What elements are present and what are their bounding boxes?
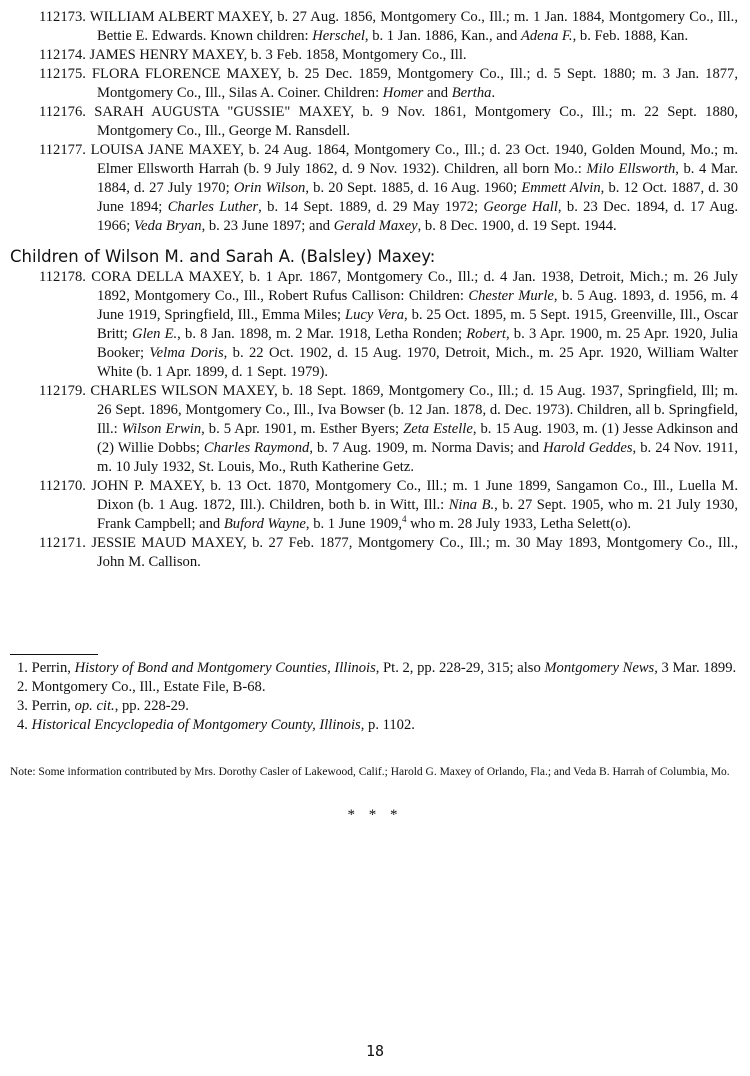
italic-name: Velma Doris [149,345,224,361]
text-run: , b. 5 Apr. 1901, m. Esther Byers; [201,421,404,437]
italic-name: Veda Bryan [133,218,202,234]
footnote-reference: 4 [401,514,407,525]
italic-name: Zeta Estelle [403,421,473,437]
genealogy-entry [0,268,750,382]
italic-name: Glen E. [132,326,178,342]
section-end-stars: * * * [347,807,403,823]
genealogy-entry [0,477,750,534]
text-run: , b. 23 June 1897; and [201,218,334,234]
text-run: , b. 8 Dec. 1900, d. 19 Sept. 1944. [417,218,617,234]
text-run: , b. 1 Jan. 1886, Kan., and [364,28,521,44]
text-run: 2. Montgomery Co., Ill., Estate File, B-68. [17,679,266,695]
text-run: , 3 Mar. 1899. [654,660,737,676]
italic-name: Historical Encyclopedia of Montgomery County, Illinois [31,717,361,733]
entry-number: 112178. [39,269,92,285]
entry-number: 112171. [39,535,92,551]
text-run: JOHN P. MAXEY, b. 13 Oct. 1870, Montgomery Co., Ill.; m. 1 June 1899, Sangamon Co., Ill., Luella M. Dixon (b. 1 Aug. 1872, Ill.). Children, both b. in Witt, Ill.: [91,478,738,513]
genealogy-entry [0,103,750,141]
text-run: SARAH AUGUSTA "GUSSIE" MAXEY, b. 9 Nov. 1861, Montgomery Co., Ill.; m. 22 Sept. 1880, Montgomery Co., Ill., George M. Ransdell. [94,104,738,139]
italic-name: Herschel [312,28,365,44]
entry-number: 112179. [39,383,91,399]
page-number: 18 [365,1042,385,1060]
italic-name: George Hall [483,199,558,215]
text-run: WILLIAM ALBERT MAXEY, b. 27 Aug. 1856, Montgomery Co., Ill.; m. 1 Jan. 1884, Montgomery Co., Ill., Bettie E. Edwards. Known children: [89,9,738,44]
footnote [10,716,740,735]
text-run: JESSIE MAUD MAXEY, b. 27 Feb. 1877, Montgomery Co., Ill.; m. 30 May 1893, Montgomery Co., Ill., John M. Callison. [91,535,738,570]
entry-number: 112174. [39,47,90,63]
text-run: 4. [17,717,32,733]
text-run: LOUISA JANE MAXEY, b. 24 Aug. 1864, Montgomery Co., Ill.; d. 23 Oct. 1940, Golden Mound, Mo.; m. Elmer Ellsworth Harrah (b. 9 July 1862, d. 9 Nov. 1932). Children, all born Mo.: [90,142,738,177]
text-run: , b. 20 Sept. 1885, d. 16 Aug. 1960; [305,180,522,196]
text-run: and [423,85,452,101]
entry-number: 112177. [39,142,91,158]
entry-number: 112175. [39,66,92,82]
text-run: , b. 25 Oct. 1895, m. 5 Sept. 1915, Greenville, Ill., Oscar Britt; [97,307,738,342]
entries-bottom [0,268,750,572]
genealogy-entry [0,65,750,103]
footnote [10,697,740,716]
genealogy-entry [0,8,750,46]
text-run: CORA DELLA MAXEY, b. 1 Apr. 1867, Montgomery Co., Ill.; d. 4 Jan. 1938, Detroit, Mich.; m. 26 July 1892, Montgomery Co., Ill., Robert Rufus Callison: Children: [91,269,738,304]
genealogy-entry [0,382,750,477]
genealogy-entry [0,141,750,236]
text-run: , b. 24 Nov. 1911, m. 10 July 1932, St. Louis, Mo., Ruth Katherine Getz. [97,440,738,475]
italic-name: Chester Murle [468,288,554,304]
italic-name: Milo Ellsworth [586,161,676,177]
text-run: , b. 23 Dec. 1894, d. 17 Aug. 1966; [97,199,738,234]
text-run: , b. 22 Oct. 1902, d. 15 Aug. 1970, Detroit, Mich., m. 25 Apr. 1920, William Walter White (b. 1 Apr. 1899, d. 1 Sept. 1979). [97,345,739,380]
text-run: , b. 3 Apr. 1900, m. 25 Apr. 1920, Julia Booker; [97,326,738,361]
italic-name: Gerald Maxey [333,218,418,234]
italic-name: Nina B. [448,497,495,513]
text-run: , b. 4 Mar. 1884, d. 27 July 1970; [97,161,738,196]
italic-name: Robert [466,326,506,342]
footnote-divider [10,654,98,655]
entry-number: 112170. [39,478,92,494]
italic-name: Orin Wilson [233,180,306,196]
footnote [10,659,740,678]
italic-name: Charles Raymond [203,440,310,456]
text-run: , b. Feb. 1888, Kan. [572,28,689,44]
text-run: , Pt. 2, pp. 228-29, 315; also [375,660,545,676]
italic-name: Homer [382,85,424,101]
contributor-note: Note: Some information contributed by Mrs. Dorothy Casler of Lakewood, Calif.; Harold G. Maxey of Orlando, Fla.; and Veda B. Harrah of Columbia, Mo. [10,766,730,778]
italic-name: History of Bond and Montgomery Counties, Illinois [74,660,376,676]
italic-name: Emmett Alvin [521,180,601,196]
genealogy-entry [0,534,750,572]
entries-top [0,8,750,236]
italic-name: Montgomery News [544,660,655,676]
entry-number: 112173. [39,9,90,25]
text-run: , pp. 228-29. [114,698,189,714]
italic-name: Bertha [451,85,492,101]
entry-number: 112176. [39,104,95,120]
italic-name: Wilson Erwin [121,421,202,437]
text-run: , p. 1102. [360,717,415,733]
text-run: who m. 28 July 1933, Letha Selett(o). [406,516,632,532]
section-heading: Children of Wilson M. and Sarah A. (Balsley) Maxey: [10,247,436,266]
text-run: CHARLES WILSON MAXEY, b. 18 Sept. 1869, Montgomery Co., Ill.; d. 15 Aug. 1937, Springfield, Ill; m. 26 Sept. 1896, Montgomery Co., Ill., Iva Bowser (b. 12 Jan. 1878, d. Dec. 1973). Children, all b. Springfield, Ill.: [90,383,738,437]
footnote [10,678,740,697]
text-run: , b. 8 Jan. 1898, m. 2 Mar. 1918, Letha Ronden; [177,326,467,342]
text-run: FLORA FLORENCE MAXEY, b. 25 Dec. 1859, Montgomery Co., Ill.; d. 5 Sept. 1880; m. 3 Jan. 1877, Montgomery Co., Ill., Silas A. Coiner. Children: [91,66,738,101]
text-run: 1. Perrin, [17,660,75,676]
italic-name: Lucy Vera [345,307,405,323]
text-run: , b. 12 Oct. 1887, d. 30 June 1894; [97,180,738,215]
footnotes [10,659,740,735]
text-run: , b. 7 Aug. 1909, m. Norma Davis; and [309,440,544,456]
italic-name: Charles Luther [167,199,259,215]
italic-name: Buford Wayne [223,516,306,532]
text-run: 3. Perrin, [17,698,75,714]
text-run: , b. 15 Aug. 1903, m. (1) Jesse Adkinson and (2) Willie Dobbs; [97,421,738,456]
text-run: , b. 5 Aug. 1893, d. 1956, m. 4 June 1919, Springfield, Ill., Emma Miles; [97,288,738,323]
text-run: , b. 1 June 1909, [305,516,402,532]
genealogy-entry [0,46,750,65]
text-run: JAMES HENRY MAXEY, b. 3 Feb. 1858, Montgomery Co., Ill. [89,47,467,63]
text-run: , b. 27 Sept. 1905, who m. 21 July 1930, Frank Campbell; and [97,497,739,532]
entries [0,8,750,572]
text-run: , b. 14 Sept. 1889, d. 29 May 1972; [258,199,484,215]
italic-name: Harold Geddes [543,440,633,456]
italic-name: Adena F. [520,28,573,44]
text-run: . [491,85,496,101]
italic-name: op. cit. [74,698,115,714]
